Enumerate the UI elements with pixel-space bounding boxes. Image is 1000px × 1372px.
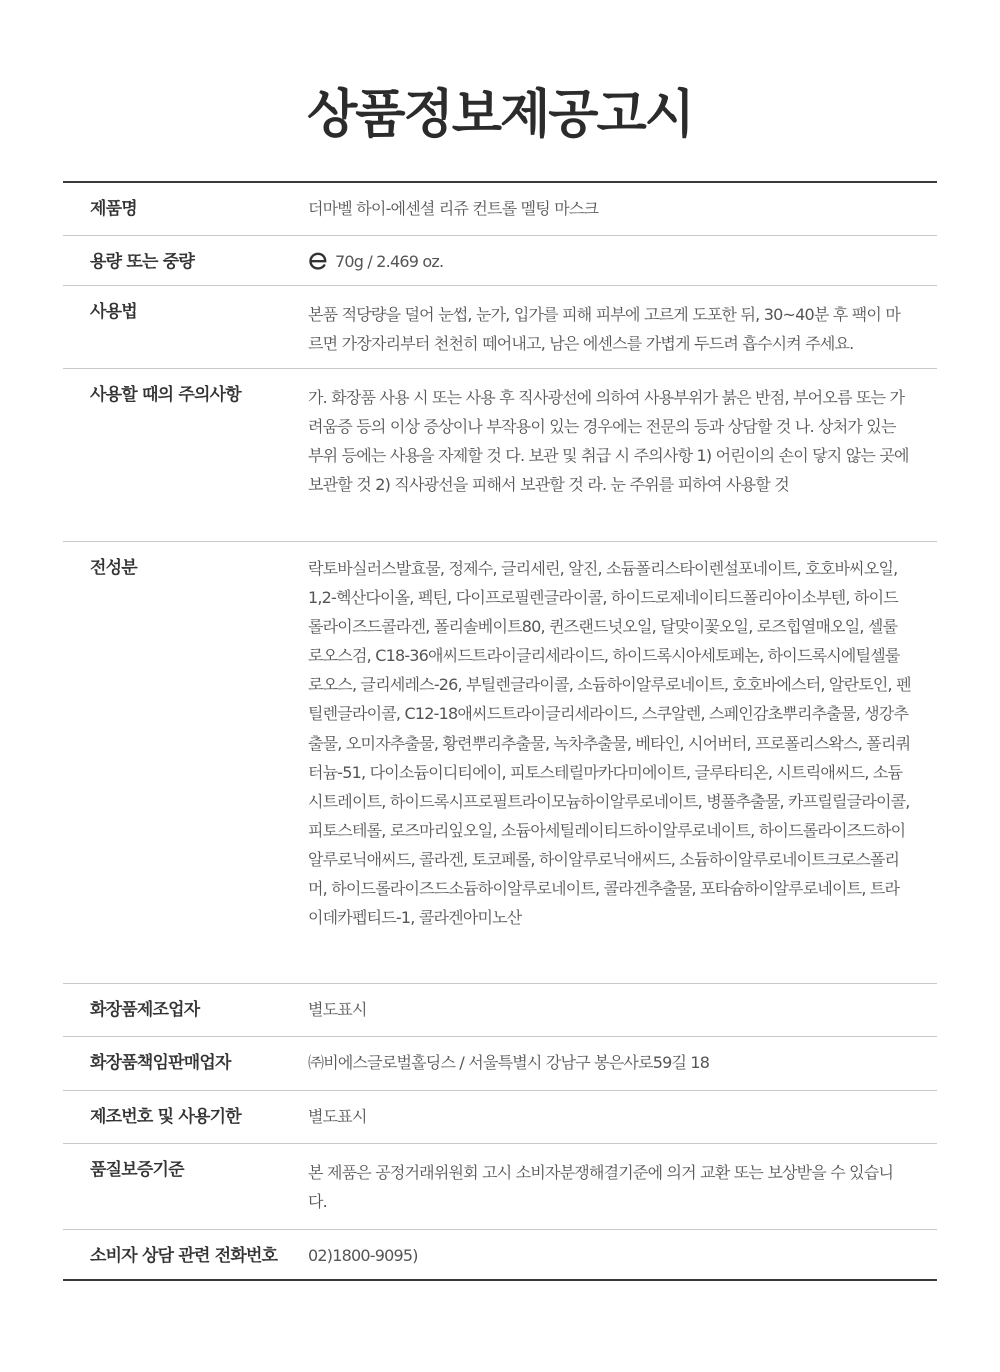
- row-label: 화장품제조업자: [90, 1000, 200, 1020]
- row-value: 본 제품은 공정거래위원회 고시 소비자분쟁해결기준에 의거 교환 또는 보상받을 수 있습니다.: [308, 1163, 894, 1211]
- row-label: 소비자 상담 관련 전화번호: [90, 1246, 278, 1266]
- row-precautions: [63, 368, 937, 541]
- row-value: 별도표시: [308, 1000, 367, 1019]
- row-label: 전성분: [90, 558, 137, 578]
- row-value: 02)1800-9095): [308, 1246, 418, 1265]
- volume-value: 70g / 2.469 oz.: [335, 252, 444, 271]
- page-title: 상품정보제공고시: [307, 85, 693, 145]
- row-value: 가. 화장품 사용 시 또는 사용 후 직사광선에 의하여 사용부위가 붉은 반점, 부어오름 또는 가려움증 등의 이상 증상이나 부작용이 있는 경우에는 전문의 등과 상담할 것 나. 상처가 있는 부위 등에는 사용을 자제할 것 다. 보관 및 취급 시 주의사항 1) 어린이의 손이 닿지 않는 곳에 보관할 것 2) 직사광선을 피해서 보관할 것 라. 눈 주위를 피하여 사용할 것: [308, 388, 909, 494]
- row-usage: [63, 285, 937, 368]
- row-value: 락토바실러스발효물, 정제수, 글리세린, 알진, 소듐폴리스타이렌설포네이트, 호호바씨오일, 1,2-헥산다이올, 펙틴, 다이프로필렌글라이콜, 하이드로제네이티드폴리아이소부텐, 하이드롤라이즈드콜라겐, 폴리솔베이트80, 퀸즈랜드넛오일, 달맞이꽃오일, 로즈힙열매오일, 셀룰로오스검, C18-36애씨드트라이글리세라이드, 하이드록시아세토페논, 하이드록시에틸셀룰로오스, 글리세레스-26, 부틸렌글라이콜, 소듐하이알루로네이트, 호호바에스터, 알란토인, 펜틸렌글라이콜, C12-18애씨드트라이글리세라이드, 스쿠알렌, 스페인감초뿌리추출물, 생강추출물, 오미자추출물, 황련뿌리추출물, 녹차추출물, 베타인, 시어버터, 프로폴리스왁스, 폴리쿼터늄-51, 다이소듐이디티에이, 피토스테릴마카다미에이트, 글루타티온, 시트릭애씨드, 소듐시트레이트, 하이드록시프로필트라이모늄하이알루로네이트, 병풀추출물, 카프릴릴글라이콜, 피토스테롤, 로즈마리잎오일, 소듐아세틸레이티드하이알루로네이트, 하이드롤라이즈드하이알루로닉애씨드, 콜라겐, 토코페롤, 하이알루로닉애씨드, 소듐하이알루로네이트크로스폴리머, 하이드롤라이즈드소듐하이알루로네이트, 콜라겐추출물, 포타슘하이알루로네이트, 트라이데카펩티드-1, 콜라겐아미노산: [308, 559, 911, 928]
- row-volume: [63, 235, 937, 285]
- row-label: 품질보증기준: [90, 1160, 184, 1180]
- row-value: 별도표시: [308, 1107, 367, 1126]
- row-value-container: [308, 236, 937, 285]
- row-value: 본품 적당량을 덜어 눈썹, 눈가, 입가를 피해 피부에 고르게 도포한 뒤, 30~40분 후 팩이 마르면 가장자리부터 천천히 떼어내고, 남은 에센스를 가볍게 두드려 흡수시켜 주세요.: [308, 305, 900, 353]
- row-label: 사용법: [90, 302, 137, 322]
- row-product-name: [63, 183, 937, 235]
- row-label: 사용할 때의 주의사항: [90, 385, 241, 405]
- row-customer-phone: [63, 1229, 937, 1279]
- row-label: 제품명: [90, 199, 137, 219]
- row-ingredients: [63, 541, 937, 983]
- row-quality-guarantee: [63, 1143, 937, 1229]
- row-responsible-seller: [63, 1036, 937, 1090]
- row-label: 화장품책임판매업자: [90, 1053, 231, 1073]
- row-value: ㈜비에스글로벌홀딩스 / 서울특별시 강남구 봉은사로59길 18: [308, 1053, 710, 1072]
- product-info-table: [63, 181, 937, 1281]
- row-label: 용량 또는 중량: [90, 252, 194, 272]
- row-label: 제조번호 및 사용기한: [90, 1107, 241, 1127]
- estimated-sign-icon: [308, 251, 328, 279]
- row-lot-expiry: [63, 1090, 937, 1143]
- row-value: 더마벨 하이-에센셜 리쥬 컨트롤 멜팅 마스크: [308, 199, 599, 218]
- row-manufacturer: [63, 983, 937, 1036]
